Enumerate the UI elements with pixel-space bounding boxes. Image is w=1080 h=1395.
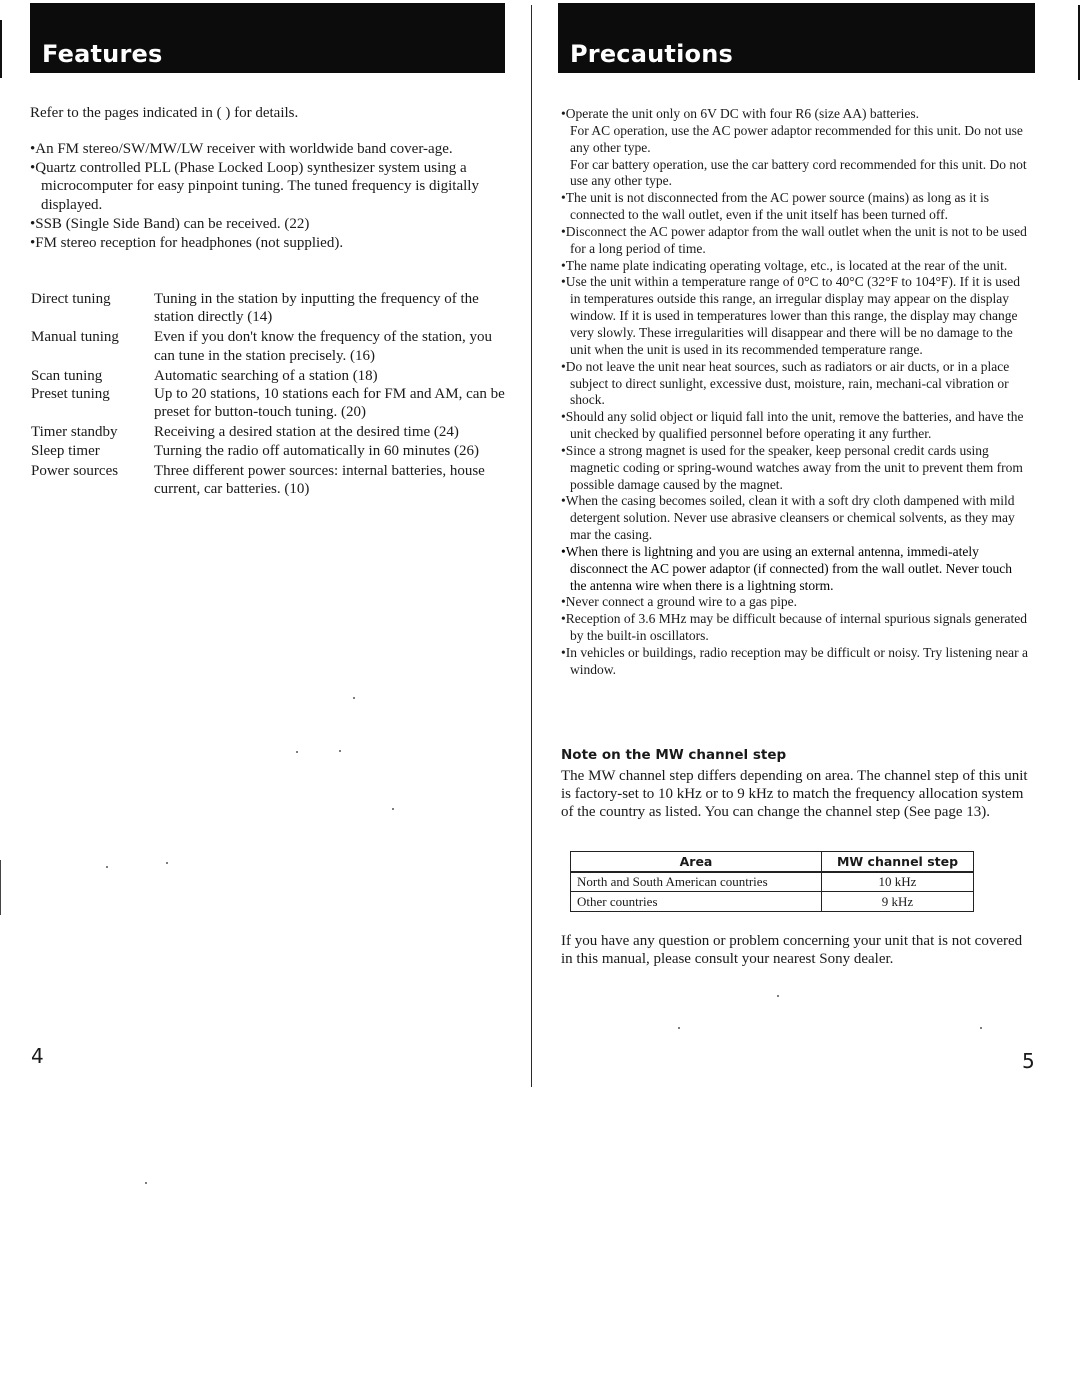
- precaution-item: •Disconnect the AC power adaptor from the wall outlet when the unit is not to be used for a long period of time.: [561, 223, 1027, 256]
- precaution-item: •Do not leave the unit near heat sources, such as radiators or air ducts, or in a place subject to direct sunlight, excessive dust, moisture, rain, mechani-cal vibration or shock.: [561, 358, 1010, 408]
- scan-speck: [392, 808, 394, 810]
- mw-channel-table: [570, 851, 974, 912]
- feature-row: [30, 421, 505, 441]
- scan-edge-mark: [0, 20, 2, 78]
- precaution-item: •Use the unit within a temperature range of 0°C to 40°C (32°F to 104°F). If it is used in temperatures outside this range, an irregular display may appear on the display window. If it is used in temperatures lower than this range, the display may change very slowly. These irregularities will disappear and there will be no damage to the unit when the unit is used in its recommended temperature range.: [561, 274, 1020, 357]
- precaution-continuation: For car battery operation, use the car battery cord recommended for this unit. Do not use any other type.: [570, 156, 1027, 189]
- feature-desc: Automatic searching of a station (18): [154, 367, 378, 384]
- features-banner: [30, 3, 505, 73]
- precaution-continuation: For AC operation, use the AC power adaptor recommended for this unit. Do not use any other type.: [570, 122, 1023, 155]
- mw-note-text: The MW channel step differs depending on area. The channel step of this unit is factory-set to 10 kHz or to 9 kHz to match the frequency allocation system of the country as listed. You can change the channel step (See page 13).: [561, 768, 1028, 821]
- precaution-item: •When there is lightning and you are using an external antenna, immedi-ately disconnect the AC power adaptor (if connected) from the wall outlet. Never touch the antenna wire when there is a lightning storm.: [561, 543, 1012, 593]
- precaution-item: •Never connect a ground wire to a gas pipe.: [561, 594, 798, 610]
- feature-row: [30, 326, 505, 364]
- precaution-item: •When the casing becomes soiled, clean it with a soft dry cloth dampened with mild detergent solution. Never use abrasive cleansers or chemical solvents, as they may mar the casing.: [561, 493, 1015, 543]
- precautions-banner: [558, 3, 1035, 73]
- feature-desc: Turning the radio off automatically in 60 minutes (26): [154, 442, 479, 459]
- mw-table-row: [571, 892, 974, 912]
- precaution-item: [561, 106, 1031, 190]
- scan-speck: [339, 750, 341, 752]
- mw-table-row: [571, 872, 974, 892]
- feature-desc: Tuning in the station by inputting the frequency of the station directly (14): [154, 291, 479, 326]
- precaution-item: •Reception of 3.6 MHz may be difficult because of internal spurious signals generated by the built-in oscillators.: [561, 611, 1027, 644]
- feature-term: Manual tuning: [31, 329, 119, 346]
- feature-desc: Even if you don't know the frequency of the station, you can tune in the station precisely. (16): [154, 329, 493, 364]
- precautions-title: Precautions: [570, 40, 733, 68]
- features-bullet-list: [30, 140, 505, 253]
- precaution-item: •Since a strong magnet is used for the speaker, keep personal credit cards using magnetic coding or spring-wound watches away from the unit to prevent them from possible damage caused by the magnet.: [561, 442, 1023, 492]
- precaution-item: •In vehicles or buildings, radio reception may be difficult or noisy. Try listening near a window.: [561, 645, 1029, 677]
- precaution-text: •Operate the unit only on 6V DC with four R6 (size AA) batteries.: [561, 106, 920, 121]
- mw-table-header: MW channel step: [822, 852, 974, 872]
- feature-bullet: •An FM stereo/SW/MW/LW receiver with worldwide band cover-age.: [30, 141, 453, 157]
- mw-table-cell: North and South American countries: [571, 872, 822, 892]
- page-number-right: 5: [1022, 1049, 1035, 1073]
- feature-term: Preset tuning: [31, 386, 110, 403]
- precaution-item: •The unit is not disconnected from the AC power source (mains) as long as it is connected to the wall outlet, even if the unit itself has been turned off.: [561, 190, 990, 223]
- page-divider: [531, 5, 532, 1087]
- feature-desc: Up to 20 stations, 10 stations each for FM and AM, can be preset for button-touch tuning. (20): [154, 386, 505, 421]
- scan-speck: [980, 1027, 982, 1029]
- feature-term: Sleep timer: [31, 442, 100, 459]
- feature-term: Direct tuning: [31, 291, 111, 307]
- scan-speck: [296, 751, 298, 753]
- feature-term: Power sources: [31, 462, 119, 479]
- mw-table-header-row: [571, 852, 974, 872]
- scan-edge-mark-lower: [0, 860, 1, 915]
- features-title: Features: [42, 40, 163, 68]
- precaution-item: •Should any solid object or liquid fall into the unit, remove the batteries, and have the unit checked by qualified personnel before operating it any further.: [561, 409, 1024, 442]
- feature-bullet: •SSB (Single Side Band) can be received. (22): [30, 215, 310, 232]
- features-intro: Refer to the pages indicated in ( ) for details.: [30, 105, 299, 121]
- feature-row: [30, 385, 505, 421]
- feature-row: [30, 460, 505, 498]
- feature-row: [30, 442, 505, 460]
- scan-speck: [145, 1182, 147, 1184]
- precaution-item: •The name plate indicating operating voltage, etc., is located at the rear of the unit.: [561, 257, 1008, 273]
- scan-speck: [678, 1027, 680, 1029]
- mw-note-heading: Note on the MW channel step: [561, 747, 787, 763]
- feature-bullet: •Quartz controlled PLL (Phase Locked Loop) synthesizer system using a microcomputer for easy pinpoint tuning. The tuned frequency is digitally displayed.: [30, 160, 479, 213]
- scan-speck: [353, 697, 355, 699]
- page-number-left: 4: [31, 1044, 44, 1068]
- feature-row: [30, 365, 505, 385]
- feature-term: Scan tuning: [31, 367, 103, 384]
- mw-table-cell: 10 kHz: [822, 872, 974, 892]
- closing-note: If you have any question or problem concerning your unit that is not covered in this manual, please consult your nearest Sony dealer.: [561, 933, 1023, 968]
- features-table: [30, 290, 505, 498]
- mw-table-cell: 9 kHz: [822, 892, 974, 912]
- feature-row: [30, 290, 505, 326]
- mw-table-cell: Other countries: [571, 892, 822, 912]
- precautions-bullet-list: [561, 106, 1031, 679]
- feature-bullet: •FM stereo reception for headphones (not supplied).: [30, 235, 344, 252]
- mw-table-header: Area: [571, 852, 822, 872]
- feature-term: Timer standby: [31, 424, 118, 441]
- scan-speck: [166, 862, 168, 864]
- feature-desc: Three different power sources: internal batteries, house current, car batteries. (10): [154, 462, 485, 498]
- feature-desc: Receiving a desired station at the desired time (24): [154, 424, 459, 441]
- scan-speck: [106, 866, 108, 868]
- scan-speck: [777, 995, 779, 997]
